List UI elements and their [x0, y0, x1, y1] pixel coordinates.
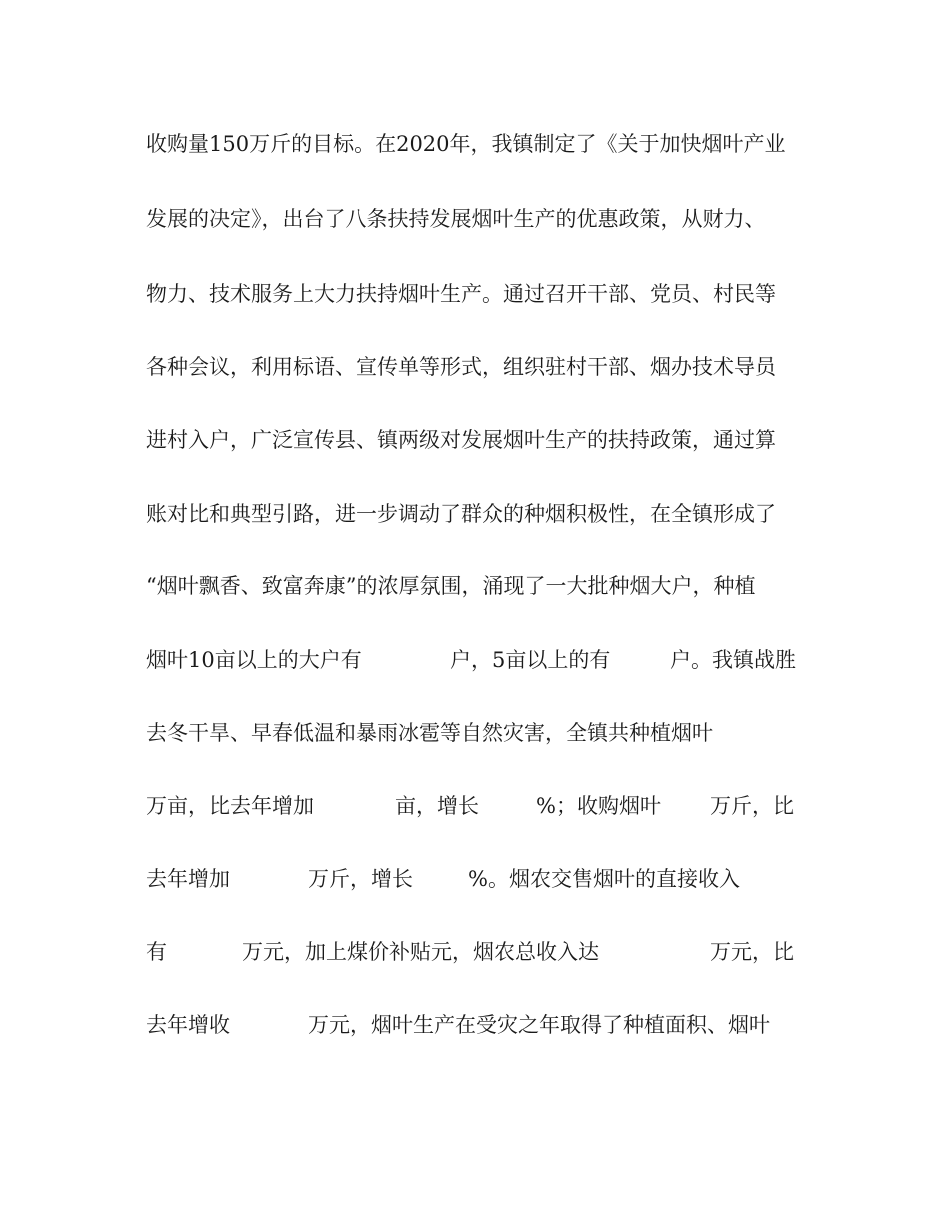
paragraph-line-1: 收购量150万斤的目标。在2020年，我镇制定了《关于加快烟叶产业	[146, 132, 786, 156]
line-11-segment-a: 去年增加	[146, 867, 230, 891]
paragraph-line-6: 账对比和典型引路，进一步调动了群众的种烟积极性，在全镇形成了	[146, 502, 776, 526]
line-8-segment-a: 烟叶10亩以上的大户有	[146, 648, 362, 672]
line-10-segment-d: 万斤，比	[710, 794, 794, 818]
line-12-segment-a: 有	[146, 940, 167, 964]
paragraph-line-2: 发展的决定》，出台了八条扶持发展烟叶生产的优惠政策，从财力、	[146, 207, 766, 231]
line-10-segment-a: 万亩，比去年增加	[146, 794, 314, 818]
line-12-segment-c: 万元，比	[710, 940, 794, 964]
paragraph-line-4: 各种会议，利用标语、宣传单等形式，组织驻村干部、烟办技术导员	[146, 355, 776, 379]
line-13-segment-b: 万元，烟叶生产在受灾之年取得了种植面积、烟叶	[308, 1013, 770, 1037]
paragraph-line-13	[146, 1013, 770, 1109]
paragraph-line-5: 进村入户，广泛宣传县、镇两级对发展烟叶生产的扶持政策，通过算	[146, 428, 776, 452]
paragraph-line-7: “烟叶飘香、致富奔康”的浓厚氛围，涌现了一大批种烟大户，种植	[146, 574, 756, 598]
line-10-segment-b: 亩，增长	[395, 794, 479, 818]
line-8-segment-c: 户。我镇战胜	[670, 648, 796, 672]
line-12-segment-b: 万元，加上煤价补贴元，烟农总收入达	[242, 940, 599, 964]
paragraph-line-3: 物力、技术服务上大力扶持烟叶生产。通过召开干部、党员、村民等	[146, 282, 776, 306]
line-10-segment-c: %；收购烟叶	[536, 794, 661, 818]
line-8-segment-b: 户，5亩以上的有	[450, 648, 611, 672]
paragraph-line-9: 去冬干旱、早春低温和暴雨冰雹等自然灾害，全镇共种植烟叶	[146, 721, 713, 745]
line-11-segment-c: %。烟农交售烟叶的直接收入	[468, 867, 740, 891]
line-11-segment-b: 万斤，增长	[308, 867, 413, 891]
line-13-segment-a: 去年增收	[146, 1013, 230, 1037]
